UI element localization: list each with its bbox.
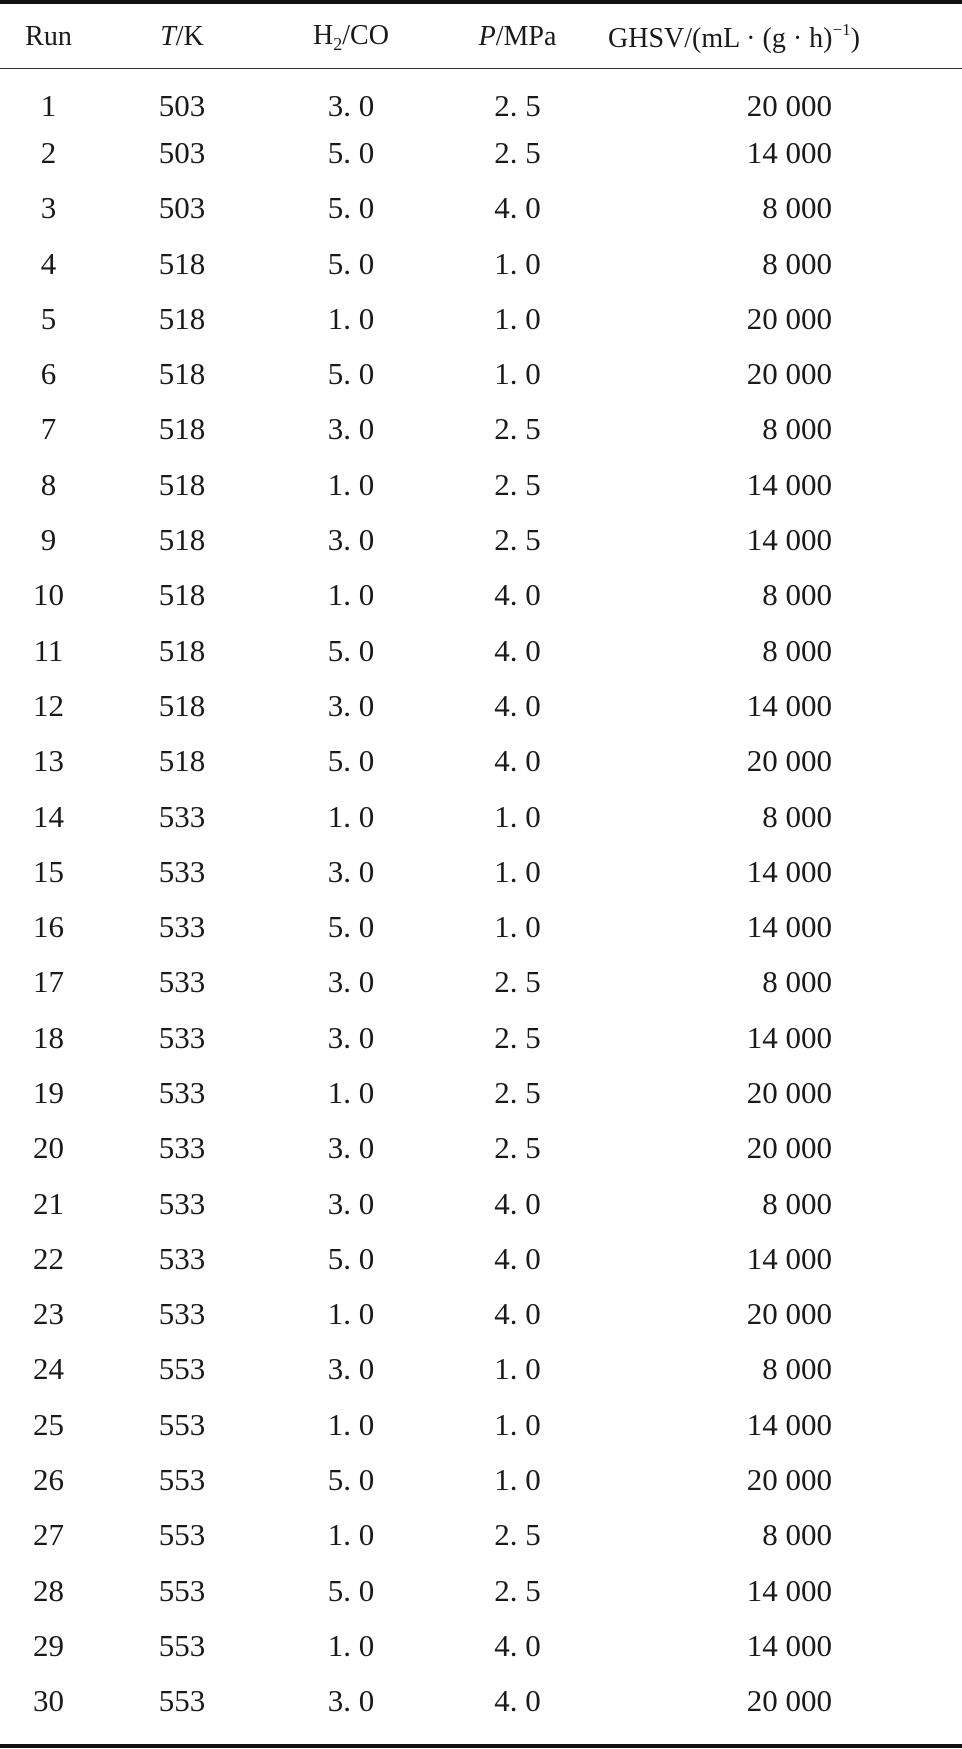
cell-h2co: 3. 0 bbox=[327, 1185, 375, 1221]
table-row bbox=[0, 678, 962, 733]
cell-ghsv: 8 000 bbox=[762, 190, 832, 226]
cell-run: 30 bbox=[33, 1683, 64, 1719]
table-row bbox=[0, 789, 962, 844]
table-row bbox=[0, 1674, 962, 1729]
cell-pressure: 1. 0 bbox=[494, 1462, 541, 1498]
cell-temperature: 533 bbox=[158, 1019, 206, 1055]
table-row bbox=[0, 457, 962, 512]
cell-temperature: 553 bbox=[158, 1406, 206, 1442]
cell-ghsv: 14 000 bbox=[746, 1019, 832, 1055]
cell-pressure: 2. 5 bbox=[494, 1517, 541, 1553]
cell-pressure: 1. 0 bbox=[494, 853, 541, 889]
cell-pressure: 1. 0 bbox=[494, 245, 541, 281]
header-run: Run bbox=[25, 21, 72, 52]
cell-run: 23 bbox=[33, 1296, 64, 1332]
table-row bbox=[0, 1508, 962, 1563]
cell-h2co: 5. 0 bbox=[327, 1462, 375, 1498]
cell-run: 7 bbox=[40, 411, 57, 447]
cell-h2co: 3. 0 bbox=[327, 1019, 375, 1055]
cell-ghsv: 20 000 bbox=[746, 743, 832, 779]
cell-temperature: 533 bbox=[158, 1185, 206, 1221]
cell-run: 15 bbox=[33, 853, 64, 889]
cell-pressure: 4. 0 bbox=[494, 577, 541, 613]
cell-temperature: 533 bbox=[158, 909, 206, 945]
cell-pressure: 4. 0 bbox=[494, 743, 541, 779]
cell-pressure: 2. 5 bbox=[494, 134, 541, 170]
cell-pressure: 2. 5 bbox=[494, 411, 541, 447]
cell-pressure: 4. 0 bbox=[494, 1627, 541, 1663]
cell-pressure: 4. 0 bbox=[494, 1240, 541, 1276]
cell-temperature: 503 bbox=[158, 134, 206, 170]
cell-ghsv: 8 000 bbox=[762, 1351, 832, 1387]
cell-ghsv: 8 000 bbox=[762, 245, 832, 281]
cell-temperature: 518 bbox=[158, 466, 206, 502]
bottom-rule bbox=[0, 1744, 962, 1748]
cell-pressure: 2. 5 bbox=[494, 87, 541, 123]
cell-temperature: 553 bbox=[158, 1627, 206, 1663]
table-row bbox=[0, 1452, 962, 1507]
table-row bbox=[0, 402, 962, 457]
cell-pressure: 2. 5 bbox=[494, 1572, 541, 1608]
cell-temperature: 533 bbox=[158, 798, 206, 834]
cell-h2co: 3. 0 bbox=[327, 522, 375, 558]
cell-h2co: 1. 0 bbox=[327, 300, 375, 336]
cell-h2co: 3. 0 bbox=[327, 853, 375, 889]
cell-pressure: 4. 0 bbox=[494, 1683, 541, 1719]
cell-h2co: 3. 0 bbox=[327, 411, 375, 447]
cell-temperature: 533 bbox=[158, 1296, 206, 1332]
cell-temperature: 533 bbox=[158, 1074, 206, 1110]
table-body bbox=[0, 70, 962, 1729]
table-row bbox=[0, 346, 962, 401]
cell-h2co: 5. 0 bbox=[327, 356, 375, 392]
cell-h2co: 5. 0 bbox=[327, 632, 375, 668]
table-row bbox=[0, 623, 962, 678]
pressure-symbol: P bbox=[478, 21, 496, 52]
header-temperature bbox=[97, 0, 267, 70]
table-row bbox=[0, 1287, 962, 1342]
cell-h2co: 1. 0 bbox=[327, 466, 375, 502]
table-row bbox=[0, 734, 962, 789]
cell-h2co: 5. 0 bbox=[327, 1240, 375, 1276]
cell-pressure: 2. 5 bbox=[494, 1019, 541, 1055]
cell-ghsv: 14 000 bbox=[746, 1240, 832, 1276]
cell-ghsv: 20 000 bbox=[746, 356, 832, 392]
header-pressure bbox=[435, 0, 600, 70]
cell-temperature: 518 bbox=[158, 411, 206, 447]
cell-h2co: 3. 0 bbox=[327, 1130, 375, 1166]
cell-run: 6 bbox=[40, 356, 57, 392]
cell-temperature: 518 bbox=[158, 300, 206, 336]
cell-h2co: 1. 0 bbox=[327, 1296, 375, 1332]
table-row bbox=[0, 899, 962, 954]
cell-ghsv: 20 000 bbox=[746, 87, 832, 123]
cell-pressure: 2. 5 bbox=[494, 964, 541, 1000]
table-row bbox=[0, 1563, 962, 1618]
cell-pressure: 1. 0 bbox=[494, 356, 541, 392]
cell-temperature: 553 bbox=[158, 1683, 206, 1719]
table-row bbox=[0, 1065, 962, 1120]
cell-pressure: 1. 0 bbox=[494, 1406, 541, 1442]
cell-run: 13 bbox=[33, 743, 64, 779]
cell-run: 19 bbox=[33, 1074, 64, 1110]
pressure-unit: /MPa bbox=[495, 21, 557, 52]
temperature-unit: /K bbox=[175, 21, 204, 52]
cell-pressure: 4. 0 bbox=[494, 1185, 541, 1221]
table-row bbox=[0, 955, 962, 1010]
cell-pressure: 1. 0 bbox=[494, 909, 541, 945]
table-row bbox=[0, 568, 962, 623]
cell-pressure: 2. 5 bbox=[494, 1074, 541, 1110]
cell-temperature: 518 bbox=[158, 522, 206, 558]
cell-ghsv: 14 000 bbox=[746, 909, 832, 945]
cell-ghsv: 14 000 bbox=[746, 134, 832, 170]
cell-run: 8 bbox=[40, 466, 57, 502]
table-row bbox=[0, 1618, 962, 1673]
cell-temperature: 553 bbox=[158, 1351, 206, 1387]
cell-h2co: 1. 0 bbox=[327, 1074, 375, 1110]
cell-pressure: 1. 0 bbox=[494, 300, 541, 336]
cell-ghsv: 14 000 bbox=[746, 466, 832, 502]
table-row bbox=[0, 1176, 962, 1231]
cell-h2co: 5. 0 bbox=[327, 743, 375, 779]
table-row bbox=[0, 1397, 962, 1452]
cell-ghsv: 14 000 bbox=[746, 853, 832, 889]
table-row bbox=[0, 291, 962, 346]
cell-run: 26 bbox=[33, 1462, 64, 1498]
cell-pressure: 4. 0 bbox=[494, 190, 541, 226]
cell-h2co: 3. 0 bbox=[327, 87, 375, 123]
cell-h2co: 1. 0 bbox=[327, 577, 375, 613]
cell-pressure: 4. 0 bbox=[494, 687, 541, 723]
cell-run: 27 bbox=[33, 1517, 64, 1553]
header-ghsv: GHSV/(mL · $(g \cdot h)^{-1}$) bbox=[608, 19, 860, 54]
table-row bbox=[0, 1010, 962, 1065]
table-row bbox=[0, 1342, 962, 1397]
cell-temperature: 503 bbox=[158, 87, 206, 123]
cell-h2co: 1. 0 bbox=[327, 1627, 375, 1663]
cell-run: 4 bbox=[40, 245, 57, 281]
table-row bbox=[0, 125, 962, 180]
cell-run: 17 bbox=[33, 964, 64, 1000]
cell-ghsv: 20 000 bbox=[746, 300, 832, 336]
cell-run: 20 bbox=[33, 1130, 64, 1166]
cell-run: 25 bbox=[33, 1406, 64, 1442]
table-row bbox=[0, 70, 962, 125]
cell-h2co: 3. 0 bbox=[327, 964, 375, 1000]
cell-ghsv: 8 000 bbox=[762, 798, 832, 834]
cell-h2co: 3. 0 bbox=[327, 1683, 375, 1719]
table-row bbox=[0, 236, 962, 291]
cell-run: 24 bbox=[33, 1351, 64, 1387]
cell-pressure: 4. 0 bbox=[494, 1296, 541, 1332]
cell-ghsv: 20 000 bbox=[746, 1683, 832, 1719]
cell-temperature: 553 bbox=[158, 1462, 206, 1498]
cell-run: 29 bbox=[33, 1627, 64, 1663]
cell-pressure: 4. 0 bbox=[494, 632, 541, 668]
cell-ghsv: 14 000 bbox=[746, 687, 832, 723]
cell-run: 2 bbox=[40, 134, 57, 170]
cell-temperature: 503 bbox=[158, 190, 206, 226]
cell-temperature: 533 bbox=[158, 964, 206, 1000]
table-row bbox=[0, 512, 962, 567]
cell-pressure: 2. 5 bbox=[494, 522, 541, 558]
cell-run: 14 bbox=[33, 798, 64, 834]
cell-run: 9 bbox=[40, 522, 57, 558]
cell-temperature: 518 bbox=[158, 245, 206, 281]
cell-temperature: 518 bbox=[158, 356, 206, 392]
cell-run: 21 bbox=[33, 1185, 64, 1221]
cell-ghsv: 14 000 bbox=[746, 1406, 832, 1442]
cell-pressure: 1. 0 bbox=[494, 798, 541, 834]
cell-ghsv: 8 000 bbox=[762, 632, 832, 668]
cell-temperature: 553 bbox=[158, 1517, 206, 1553]
header-h2co: $H_2/CO$ bbox=[313, 19, 389, 54]
cell-run: 11 bbox=[33, 632, 64, 668]
cell-h2co: 5. 0 bbox=[327, 134, 375, 170]
cell-h2co: 5. 0 bbox=[327, 190, 375, 226]
cell-ghsv: 20 000 bbox=[746, 1296, 832, 1332]
cell-pressure: 2. 5 bbox=[494, 1130, 541, 1166]
cell-ghsv: 14 000 bbox=[746, 1572, 832, 1608]
table-row bbox=[0, 1231, 962, 1286]
cell-ghsv: 20 000 bbox=[746, 1130, 832, 1166]
cell-temperature: 533 bbox=[158, 1240, 206, 1276]
cell-h2co: 5. 0 bbox=[327, 1572, 375, 1608]
cell-temperature: 518 bbox=[158, 632, 206, 668]
cell-temperature: 518 bbox=[158, 687, 206, 723]
cell-temperature: 553 bbox=[158, 1572, 206, 1608]
cell-run: 28 bbox=[33, 1572, 64, 1608]
cell-run: 1 bbox=[40, 87, 57, 123]
temperature-symbol: T bbox=[160, 21, 176, 52]
cell-ghsv: 14 000 bbox=[746, 522, 832, 558]
cell-ghsv: 20 000 bbox=[746, 1462, 832, 1498]
cell-h2co: 1. 0 bbox=[327, 798, 375, 834]
cell-temperature: 533 bbox=[158, 1130, 206, 1166]
cell-ghsv: 8 000 bbox=[762, 577, 832, 613]
cell-run: 22 bbox=[33, 1240, 64, 1276]
cell-h2co: 5. 0 bbox=[327, 909, 375, 945]
cell-h2co: 1. 0 bbox=[327, 1517, 375, 1553]
cell-run: 16 bbox=[33, 909, 64, 945]
cell-pressure: 2. 5 bbox=[494, 466, 541, 502]
cell-h2co: 3. 0 bbox=[327, 1351, 375, 1387]
table-row bbox=[0, 844, 962, 899]
cell-ghsv: 14 000 bbox=[746, 1627, 832, 1663]
header-row bbox=[0, 0, 962, 70]
cell-run: 18 bbox=[33, 1019, 64, 1055]
cell-ghsv: 8 000 bbox=[762, 964, 832, 1000]
cell-ghsv: 20 000 bbox=[746, 1074, 832, 1110]
cell-run: 3 bbox=[40, 190, 57, 226]
cell-temperature: 533 bbox=[158, 853, 206, 889]
cell-pressure: 1. 0 bbox=[494, 1351, 541, 1387]
cell-ghsv: 8 000 bbox=[762, 1185, 832, 1221]
cell-run: 5 bbox=[40, 300, 57, 336]
cell-h2co: 1. 0 bbox=[327, 1406, 375, 1442]
table-row bbox=[0, 181, 962, 236]
cell-temperature: 518 bbox=[158, 577, 206, 613]
cell-run: 12 bbox=[33, 687, 64, 723]
cell-h2co: 5. 0 bbox=[327, 245, 375, 281]
cell-ghsv: 8 000 bbox=[762, 1517, 832, 1553]
cell-h2co: 3. 0 bbox=[327, 687, 375, 723]
table-row bbox=[0, 1121, 962, 1176]
cell-ghsv: 8 000 bbox=[762, 411, 832, 447]
cell-run: 10 bbox=[33, 577, 64, 613]
cell-temperature: 518 bbox=[158, 743, 206, 779]
